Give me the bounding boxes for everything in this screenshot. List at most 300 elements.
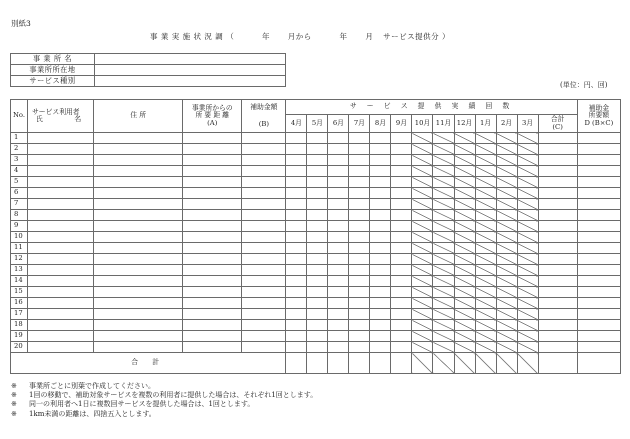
month-count-cell-slashed [517,287,538,298]
total-c-cell[interactable] [538,342,577,353]
address-cell[interactable] [94,232,183,243]
total-c-cell[interactable] [538,210,577,221]
month-count-cell[interactable] [349,265,370,276]
user-name-cell[interactable] [28,144,94,155]
address-cell[interactable] [94,166,183,177]
month-count-cell-slashed [433,133,454,144]
distance-cell[interactable] [183,232,242,243]
month-count-cell[interactable] [391,265,412,276]
office-name-field[interactable] [95,54,286,65]
distance-cell[interactable] [183,133,242,144]
address-cell[interactable] [94,177,183,188]
subsidy-required-d-cell[interactable] [577,254,620,265]
month-count-cell[interactable] [286,265,307,276]
office-address-field[interactable] [95,65,286,76]
month-count-cell[interactable] [349,298,370,309]
month-count-cell[interactable] [286,155,307,166]
month-count-cell[interactable] [391,144,412,155]
total-c-cell[interactable] [538,166,577,177]
distance-cell[interactable] [183,210,242,221]
month-count-cell[interactable] [307,254,328,265]
month-count-cell[interactable] [286,298,307,309]
month-count-cell[interactable] [328,254,349,265]
month-count-cell[interactable] [391,155,412,166]
subsidy-required-d-cell[interactable] [577,210,620,221]
month-count-cell-slashed [496,265,517,276]
month-count-cell[interactable] [370,287,391,298]
month-count-cell[interactable] [286,287,307,298]
month-count-cell[interactable] [349,166,370,177]
month-count-cell[interactable] [286,342,307,353]
month-count-cell[interactable] [370,199,391,210]
month-count-cell-slashed [412,144,433,155]
user-name-cell[interactable] [28,155,94,166]
address-cell[interactable] [94,144,183,155]
subsidy-amount-cell[interactable] [242,243,286,254]
subsidy-required-d-cell[interactable] [577,155,620,166]
month-count-cell[interactable] [286,166,307,177]
header-distance-line1: 事業所からの [191,104,233,113]
month-count-cell[interactable] [349,188,370,199]
user-name-cell[interactable] [28,287,94,298]
month-count-cell[interactable] [349,155,370,166]
address-cell[interactable] [94,199,183,210]
month-count-cell[interactable] [391,210,412,221]
subsidy-amount-cell[interactable] [242,254,286,265]
subsidy-required-d-cell[interactable] [577,309,620,320]
subsidy-required-d-cell[interactable] [577,144,620,155]
month-count-cell[interactable] [286,254,307,265]
distance-cell[interactable] [183,166,242,177]
subsidy-amount-cell[interactable] [242,210,286,221]
month-count-cell-slashed [454,342,475,353]
month-count-cell[interactable] [286,133,307,144]
month-count-cell[interactable] [391,199,412,210]
row-number: 11 [11,243,28,254]
month-count-cell[interactable] [391,243,412,254]
distance-cell[interactable] [183,144,242,155]
address-cell[interactable] [94,298,183,309]
total-c-cell[interactable] [538,188,577,199]
month-count-cell[interactable] [286,221,307,232]
month-count-cell[interactable] [370,221,391,232]
month-count-cell[interactable] [349,243,370,254]
month-count-cell[interactable] [328,320,349,331]
month-count-cell[interactable] [328,144,349,155]
address-cell[interactable] [94,331,183,342]
subsidy-required-d-cell[interactable] [577,276,620,287]
month-count-cell[interactable] [307,276,328,287]
distance-cell[interactable] [183,177,242,188]
month-count-cell[interactable] [349,287,370,298]
distance-cell[interactable] [183,155,242,166]
address-cell[interactable] [94,254,183,265]
address-cell[interactable] [94,276,183,287]
subsidy-amount-cell[interactable] [242,298,286,309]
address-cell[interactable] [94,155,183,166]
month-count-cell[interactable] [370,188,391,199]
month-count-cell[interactable] [370,298,391,309]
month-count-cell[interactable] [349,199,370,210]
month-count-cell[interactable] [286,243,307,254]
service-type-field[interactable] [95,76,286,87]
user-name-cell[interactable] [28,177,94,188]
month-count-cell[interactable] [349,276,370,287]
subsidy-amount-cell[interactable] [242,166,286,177]
month-count-cell[interactable] [286,320,307,331]
month-count-cell[interactable] [307,232,328,243]
user-name-cell[interactable] [28,254,94,265]
month-count-cell-slashed [517,133,538,144]
subsidy-required-d-cell[interactable] [577,133,620,144]
month-count-cell[interactable] [307,144,328,155]
month-count-cell-slashed [412,155,433,166]
user-name-cell[interactable] [28,188,94,199]
month-count-cell[interactable] [286,331,307,342]
month-count-cell[interactable] [391,331,412,342]
month-count-cell-slashed [433,276,454,287]
month-count-cell[interactable] [349,210,370,221]
subsidy-required-d-cell[interactable] [577,342,620,353]
month-count-cell[interactable] [391,232,412,243]
month-count-cell[interactable] [391,298,412,309]
month-count-cell[interactable] [370,210,391,221]
total-month-cell[interactable] [286,353,307,374]
subsidy-required-d-cell[interactable] [577,166,620,177]
month-count-cell[interactable] [370,133,391,144]
grand-total-c-cell[interactable] [538,353,577,374]
subsidy-required-d-cell[interactable] [577,243,620,254]
total-month-cell[interactable] [370,353,391,374]
subsidy-amount-cell[interactable] [242,320,286,331]
distance-cell[interactable] [183,221,242,232]
header-subsidy-required [577,100,620,133]
header-address: 住 所 [94,100,183,133]
month-count-cell[interactable] [391,254,412,265]
header-month: 11月 [433,115,454,133]
month-count-cell[interactable] [349,221,370,232]
distance-cell[interactable] [183,320,242,331]
distance-cell[interactable] [183,254,242,265]
distance-cell[interactable] [183,309,242,320]
month-count-cell[interactable] [307,166,328,177]
subsidy-amount-cell[interactable] [242,144,286,155]
month-count-cell[interactable] [307,331,328,342]
header-month: 9月 [391,115,412,133]
subsidy-required-d-cell[interactable] [577,265,620,276]
header-d-line1: 補助金 [588,104,610,113]
month-count-cell[interactable] [307,243,328,254]
month-count-cell[interactable] [307,287,328,298]
subsidy-amount-cell[interactable] [242,331,286,342]
month-count-cell[interactable] [349,320,370,331]
subsidy-required-d-cell[interactable] [577,221,620,232]
distance-cell[interactable] [183,276,242,287]
subsidy-amount-cell[interactable] [242,155,286,166]
month-count-cell-slashed [475,232,496,243]
address-cell[interactable] [94,342,183,353]
month-count-cell-slashed [412,243,433,254]
user-name-cell[interactable] [28,342,94,353]
month-count-cell[interactable] [349,177,370,188]
user-name-cell[interactable] [28,166,94,177]
total-c-cell[interactable] [538,232,577,243]
subsidy-amount-cell[interactable] [242,221,286,232]
month-count-cell[interactable] [328,188,349,199]
month-count-cell[interactable] [349,331,370,342]
user-name-cell[interactable] [28,232,94,243]
month-count-cell-slashed [412,177,433,188]
subsidy-required-d-cell[interactable] [577,177,620,188]
month-count-cell-slashed [496,210,517,221]
month-count-cell-slashed [412,210,433,221]
distance-cell[interactable] [183,188,242,199]
notes-list [11,382,317,419]
month-count-cell[interactable] [328,166,349,177]
address-cell[interactable] [94,188,183,199]
total-month-cell[interactable] [328,353,349,374]
subsidy-required-d-cell[interactable] [577,287,620,298]
user-name-cell[interactable] [28,199,94,210]
subsidy-amount-cell[interactable] [242,287,286,298]
subsidy-amount-cell[interactable] [242,309,286,320]
month-count-cell-slashed [475,177,496,188]
total-c-cell[interactable] [538,144,577,155]
month-count-cell[interactable] [370,342,391,353]
total-c-cell[interactable] [538,177,577,188]
month-count-cell[interactable] [286,188,307,199]
month-count-cell[interactable] [307,155,328,166]
note-mark: ※ [11,391,17,400]
distance-cell[interactable] [183,199,242,210]
month-count-cell[interactable] [328,177,349,188]
subsidy-amount-cell[interactable] [242,188,286,199]
total-c-cell[interactable] [538,133,577,144]
month-count-cell[interactable] [307,298,328,309]
distance-cell[interactable] [183,265,242,276]
row-number: 18 [11,320,28,331]
month-count-cell[interactable] [286,199,307,210]
total-c-cell[interactable] [538,265,577,276]
month-count-cell[interactable] [370,177,391,188]
month-count-cell[interactable] [328,221,349,232]
month-count-cell[interactable] [349,232,370,243]
month-count-cell-slashed [454,210,475,221]
user-name-cell[interactable] [28,221,94,232]
month-count-cell[interactable] [328,155,349,166]
total-c-cell[interactable] [538,276,577,287]
month-count-cell[interactable] [328,342,349,353]
note-text: 同一の利用者へ1日に複数回サービスを提供した場合は、1回とします。 [29,400,255,409]
total-c-cell[interactable] [538,298,577,309]
month-count-cell[interactable] [391,188,412,199]
total-month-cell[interactable] [349,353,370,374]
month-count-cell[interactable] [286,276,307,287]
month-count-cell[interactable] [307,342,328,353]
month-count-cell[interactable] [370,265,391,276]
user-name-cell[interactable] [28,133,94,144]
month-count-cell[interactable] [370,155,391,166]
header-service-count-group: サ ー ビ ス 提 供 実 績 回 数 [286,100,577,115]
table-row [11,133,621,144]
month-count-cell[interactable] [307,265,328,276]
subsidy-required-d-cell[interactable] [577,188,620,199]
user-name-cell[interactable] [28,210,94,221]
month-count-cell-slashed [412,298,433,309]
user-name-cell[interactable] [28,276,94,287]
total-c-cell[interactable] [538,254,577,265]
month-count-cell[interactable] [328,243,349,254]
month-count-cell[interactable] [328,133,349,144]
month-count-cell-slashed [475,320,496,331]
distance-cell[interactable] [183,298,242,309]
month-count-cell-slashed [517,144,538,155]
month-count-cell[interactable] [391,342,412,353]
subsidy-required-d-cell[interactable] [577,320,620,331]
address-cell[interactable] [94,221,183,232]
total-c-cell[interactable] [538,199,577,210]
title-month-from: 月から [287,32,312,41]
month-count-cell[interactable] [391,276,412,287]
month-count-cell[interactable] [349,309,370,320]
subsidy-amount-cell[interactable] [242,265,286,276]
total-month-cell[interactable] [391,353,412,374]
month-count-cell[interactable] [370,331,391,342]
month-count-cell[interactable] [370,276,391,287]
subsidy-required-d-cell[interactable] [577,232,620,243]
office-info-table [10,53,286,87]
note-text: 1回の移動で、補助対象サービスを複数の利用者に提供した場合は、それぞれ1回とします。 [29,391,318,400]
address-cell[interactable] [94,320,183,331]
month-count-cell[interactable] [370,254,391,265]
month-count-cell[interactable] [328,265,349,276]
total-c-cell[interactable] [538,287,577,298]
header-total-c-line2: (C) [552,122,563,131]
month-count-cell[interactable] [286,177,307,188]
address-cell[interactable] [94,287,183,298]
month-count-cell[interactable] [328,232,349,243]
month-count-cell[interactable] [391,309,412,320]
month-count-cell[interactable] [286,232,307,243]
month-count-cell[interactable] [370,232,391,243]
month-count-cell[interactable] [391,287,412,298]
month-count-cell[interactable] [328,199,349,210]
subsidy-amount-cell[interactable] [242,342,286,353]
month-count-cell[interactable] [370,320,391,331]
user-name-cell[interactable] [28,331,94,342]
total-c-cell[interactable] [538,155,577,166]
month-count-cell[interactable] [370,144,391,155]
month-count-cell[interactable] [328,331,349,342]
user-name-cell[interactable] [28,320,94,331]
subsidy-required-d-cell[interactable] [577,199,620,210]
month-count-cell[interactable] [391,320,412,331]
user-name-cell[interactable] [28,243,94,254]
month-count-cell[interactable] [349,254,370,265]
month-count-cell[interactable] [307,177,328,188]
address-cell[interactable] [94,265,183,276]
month-count-cell-slashed [433,232,454,243]
month-count-cell[interactable] [349,133,370,144]
subsidy-amount-cell[interactable] [242,177,286,188]
header-row-1 [11,100,621,115]
total-c-cell[interactable] [538,331,577,342]
total-c-cell[interactable] [538,243,577,254]
month-count-cell-slashed [412,342,433,353]
month-count-cell[interactable] [307,133,328,144]
month-count-cell-slashed [475,265,496,276]
month-count-cell[interactable] [370,243,391,254]
total-c-cell[interactable] [538,221,577,232]
month-count-cell[interactable] [328,309,349,320]
month-count-cell[interactable] [328,276,349,287]
month-count-cell[interactable] [391,133,412,144]
distance-cell[interactable] [183,243,242,254]
month-count-cell[interactable] [370,166,391,177]
subsidy-amount-cell[interactable] [242,232,286,243]
month-count-cell[interactable] [328,210,349,221]
total-c-cell[interactable] [538,320,577,331]
month-count-cell[interactable] [307,188,328,199]
address-cell[interactable] [94,133,183,144]
total-month-cell[interactable] [307,353,328,374]
subsidy-amount-cell[interactable] [242,276,286,287]
month-count-cell[interactable] [349,144,370,155]
month-count-cell[interactable] [307,320,328,331]
header-distance [183,100,242,133]
month-count-cell-slashed [517,155,538,166]
subsidy-required-d-cell[interactable] [577,331,620,342]
month-count-cell-slashed [433,309,454,320]
user-name-cell[interactable] [28,298,94,309]
month-count-cell[interactable] [328,287,349,298]
month-count-cell[interactable] [307,221,328,232]
distance-cell[interactable] [183,287,242,298]
month-count-cell-slashed [433,188,454,199]
subsidy-required-d-cell[interactable] [577,298,620,309]
distance-cell[interactable] [183,342,242,353]
month-count-cell[interactable] [307,309,328,320]
subsidy-amount-cell[interactable] [242,133,286,144]
month-count-cell-slashed [517,232,538,243]
month-count-cell[interactable] [370,309,391,320]
month-count-cell[interactable] [391,166,412,177]
month-count-cell[interactable] [307,199,328,210]
subsidy-amount-cell[interactable] [242,199,286,210]
month-count-cell[interactable] [307,210,328,221]
grand-total-d-cell[interactable] [577,353,620,374]
address-cell[interactable] [94,210,183,221]
month-count-cell[interactable] [328,298,349,309]
address-cell[interactable] [94,243,183,254]
month-count-cell[interactable] [391,221,412,232]
month-count-cell[interactable] [286,309,307,320]
total-c-cell[interactable] [538,309,577,320]
month-count-cell-slashed [475,298,496,309]
month-count-cell[interactable] [349,342,370,353]
totals-row [11,353,621,374]
distance-cell[interactable] [183,331,242,342]
user-name-cell[interactable] [28,265,94,276]
month-count-cell-slashed [412,265,433,276]
month-count-cell[interactable] [286,210,307,221]
month-count-cell-slashed [475,144,496,155]
user-name-cell[interactable] [28,309,94,320]
month-count-cell[interactable] [391,177,412,188]
row-number: 12 [11,254,28,265]
address-cell[interactable] [94,309,183,320]
month-count-cell[interactable] [286,144,307,155]
